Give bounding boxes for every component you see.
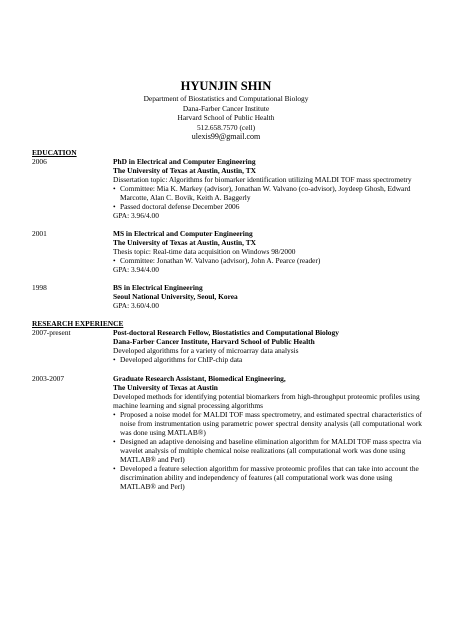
entry-bullet xyxy=(113,410,422,437)
entry-desc: Developed methods for identifying potential biomarkers from high-throughput proteomic profiles using machine learning and signal processing algorithms xyxy=(113,392,420,410)
bullet-icon: • xyxy=(113,410,116,419)
entry-content xyxy=(113,229,422,274)
entry-bullet xyxy=(113,437,422,464)
bullet-icon: • xyxy=(113,184,116,193)
research-title: RESEARCH EXPERIENCE xyxy=(32,319,124,328)
bullet-text: Committee: Jonathan W. Valvano (advisor), John A. Pearce (reader) xyxy=(120,256,321,265)
bullet-text: Developed a feature selection algorithm for massive proteomic profiles that can take into account the discrimination ability and independency of features (all computational work was done using MATLAB® and Perl) xyxy=(120,464,419,491)
entry-degree: PhD in Electrical and Computer Engineering xyxy=(113,157,256,166)
header-department: Department of Biostatistics and Computational Biology xyxy=(143,94,309,103)
header-phone: 512.658.7570 (cell) xyxy=(196,122,256,132)
entry-content xyxy=(113,328,422,364)
bullet-text: Developed algorithms for ChIP-chip data xyxy=(120,355,243,364)
entry-content xyxy=(113,283,422,310)
entry-degree: MS in Electrical and Computer Engineering xyxy=(113,229,253,238)
entry-topic: Dissertation topic: Algorithms for biomarker identification utilizing MALDI TOF mass spectrometry xyxy=(113,175,412,184)
header-email: ulexis99@gmail.com xyxy=(191,132,261,142)
entry-school: Seoul National University, Seoul, Korea xyxy=(113,292,238,301)
entry-org: Dana-Farber Cancer Institute, Harvard School of Public Health xyxy=(113,337,315,346)
entry-date: 2001 xyxy=(32,229,47,238)
entry-position: Graduate Research Assistant, Biomedical Engineering, xyxy=(113,374,286,383)
resume-body xyxy=(32,148,422,491)
entry-gpa: GPA: 3.94/4.00 xyxy=(113,265,159,274)
education-entry xyxy=(32,283,422,310)
entry-bullet xyxy=(113,184,422,202)
header-school: Harvard School of Public Health xyxy=(177,113,275,123)
applicant-name: HYUNJIN SHIN xyxy=(180,79,272,93)
entry-date: 2006 xyxy=(32,157,47,166)
entry-bullet xyxy=(113,256,422,265)
education-title: EDUCATION xyxy=(32,148,77,157)
entry-topic: Thesis topic: Real-time data acquisition on Windows 98/2000 xyxy=(113,247,296,256)
bullet-text: Committee: Mia K. Markey (advisor), Jonathan W. Valvano (co-advisor), Joydeep Ghosh, Edward Marcotte, Alan C. Bovik, Keith A. Baggerly xyxy=(120,184,411,202)
bullet-icon: • xyxy=(113,437,116,446)
bullet-icon: • xyxy=(113,464,116,473)
research-entry xyxy=(32,374,422,491)
entry-bullet xyxy=(113,355,422,364)
bullet-text: Designed an adaptive denoising and baseline elimination algorithm for MALDI TOF mass spectra via wavelet analysis of multiple chemical noise realizations (all computational work was done using MATLAB® and Perl) xyxy=(120,437,422,464)
entry-school: The University of Texas at Austin, Austin, TX xyxy=(113,238,256,247)
entry-date: 1998 xyxy=(32,283,47,292)
entry-content xyxy=(113,374,422,491)
entry-position: Post-doctoral Research Fellow, Biostatistics and Computational Biology xyxy=(113,328,339,337)
entry-date: 2003-2007 xyxy=(32,374,65,383)
bullet-icon: • xyxy=(113,355,116,364)
entry-org: The University of Texas at Austin xyxy=(113,383,218,392)
entry-desc: Developed algorithms for a variety of microarray data analysis xyxy=(113,346,299,355)
entry-gpa: GPA: 3.96/4.00 xyxy=(113,211,159,220)
entry-school: The University of Texas at Austin, Austin, TX xyxy=(113,166,256,175)
education-entry xyxy=(32,157,422,220)
entry-date: 2007-present xyxy=(32,328,71,337)
entry-gpa: GPA: 3.60/4.00 xyxy=(113,301,159,310)
resume-header xyxy=(0,0,452,142)
entry-degree: BS in Electrical Engineering xyxy=(113,283,203,292)
bullet-text: Passed doctoral defense December 2006 xyxy=(120,202,240,211)
entry-bullet xyxy=(113,202,422,211)
bullet-text: Proposed a noise model for MALDI TOF mass spectrometry, and estimated spectral characteristics of noise from instrumentation using parametric power spectral density analysis (all computational work was done using MATLAB®) xyxy=(120,410,422,437)
entry-bullet xyxy=(113,464,422,491)
education-entry xyxy=(32,229,422,274)
bullet-icon: • xyxy=(113,256,116,265)
header-institute: Dana-Farber Cancer Institute xyxy=(182,103,270,113)
research-entry xyxy=(32,328,422,364)
entry-content xyxy=(113,157,422,220)
bullet-icon: • xyxy=(113,202,116,211)
